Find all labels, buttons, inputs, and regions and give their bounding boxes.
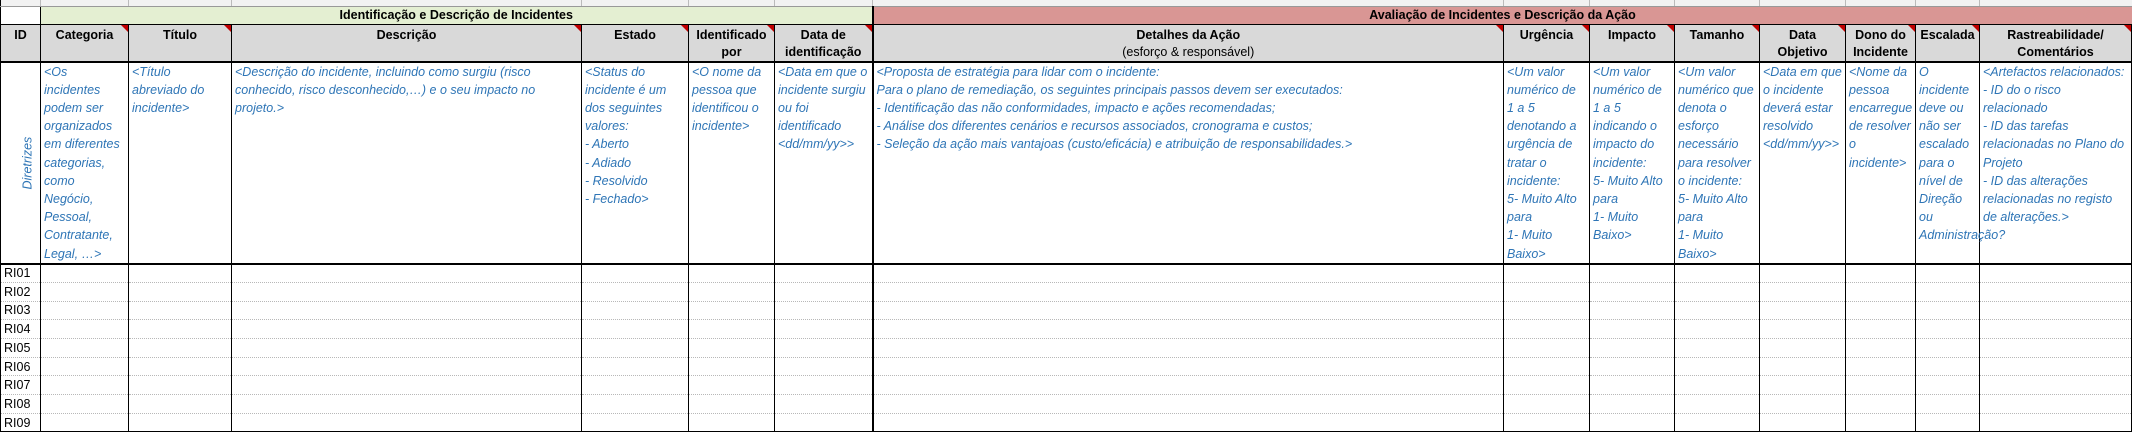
data-rows [1, 264, 2132, 432]
header-id[interactable]: ID [1, 24, 41, 62]
data-cell[interactable] [873, 301, 1504, 320]
data-cell[interactable] [873, 376, 1504, 395]
row-id-cell[interactable]: RI08 [1, 395, 41, 414]
data-cell[interactable] [41, 376, 129, 395]
data-cell[interactable] [873, 338, 1504, 357]
header-rastreabilidade[interactable]: Rastreabilidade/ Comentários [1980, 24, 2132, 62]
data-cell[interactable] [1916, 357, 1980, 376]
header-categoria[interactable]: Categoria [41, 24, 129, 62]
data-cell[interactable] [41, 282, 129, 301]
data-cell[interactable] [1846, 395, 1916, 414]
guidelines-label-cell[interactable] [1, 62, 41, 264]
guideline-estado[interactable]: <Status do incidente é um dos seguintes valores: - Aberto - Adiado - Resolvido - Fechado> [582, 62, 689, 264]
data-cell[interactable] [775, 357, 873, 376]
data-cell[interactable] [1590, 357, 1675, 376]
guideline-dono-incidente[interactable]: <Nome da pessoa encarregue de resolver o incidente> [1846, 62, 1916, 264]
data-cell[interactable] [873, 264, 1504, 283]
data-cell[interactable] [232, 264, 582, 283]
data-cell[interactable] [129, 320, 232, 339]
data-cell[interactable] [1846, 264, 1916, 283]
data-cell[interactable] [1916, 413, 1980, 432]
row-id-cell[interactable]: RI02 [1, 282, 41, 301]
data-cell[interactable] [1760, 264, 1846, 283]
guideline-rastreabilidade[interactable]: <Artefactos relacionados: - ID do o risco relacionado - ID das tarefas relacionadas no Plano do Projeto - ID das alterações relacionadas no registo de alterações.> [1980, 62, 2132, 264]
guidelines-row [1, 62, 2132, 264]
data-cell[interactable] [1760, 357, 1846, 376]
row-id-cell[interactable]: RI03 [1, 301, 41, 320]
guidelines-label: Diretrizes [20, 136, 35, 190]
data-cell[interactable] [1980, 338, 2132, 357]
data-cell[interactable] [129, 376, 232, 395]
data-cell[interactable] [873, 395, 1504, 414]
data-cell[interactable] [1846, 357, 1916, 376]
data-cell[interactable] [1504, 376, 1590, 395]
data-cell[interactable] [775, 264, 873, 283]
table-row [1, 320, 2132, 339]
table-row [1, 395, 2132, 414]
data-cell[interactable] [1590, 320, 1675, 339]
row-id-cell[interactable]: RI05 [1, 338, 41, 357]
data-cell[interactable] [129, 338, 232, 357]
data-cell[interactable] [1590, 413, 1675, 432]
section-identification[interactable]: Identificação e Descrição de Incidentes [41, 6, 873, 24]
table-row [1, 282, 2132, 301]
section-evaluation[interactable]: Avaliação de Incidentes e Descrição da Ação [873, 6, 2132, 24]
guideline-descricao[interactable]: <Descrição do incidente, incluindo como surgiu (risco conhecido, risco desconhecido,…) e o seu impacto no projeto.> [232, 62, 582, 264]
table-row [1, 413, 2132, 432]
data-cell[interactable] [232, 320, 582, 339]
data-cell[interactable] [232, 376, 582, 395]
header-identificado-por[interactable]: Identificado por [689, 24, 775, 62]
data-cell[interactable] [775, 320, 873, 339]
data-cell[interactable] [1760, 376, 1846, 395]
header-detalhes-subtitle: (esforço & responsável) [1122, 44, 1255, 59]
table-row [1, 357, 2132, 376]
data-cell[interactable] [1760, 338, 1846, 357]
data-cell[interactable] [129, 413, 232, 432]
data-cell[interactable] [1760, 413, 1846, 432]
data-cell[interactable] [1916, 301, 1980, 320]
data-cell[interactable] [1590, 395, 1675, 414]
guideline-data-objetivo[interactable]: <Data em que o incidente deverá estar resolvido <dd/mm/yy>> [1760, 62, 1846, 264]
data-cell[interactable] [1504, 264, 1590, 283]
data-cell[interactable] [582, 320, 689, 339]
data-cell[interactable] [775, 395, 873, 414]
row-id-cell[interactable]: RI07 [1, 376, 41, 395]
data-cell[interactable] [1760, 320, 1846, 339]
data-cell[interactable] [582, 264, 689, 283]
row-id-cell[interactable]: RI09 [1, 413, 41, 432]
data-cell[interactable] [775, 301, 873, 320]
data-cell[interactable] [232, 338, 582, 357]
header-detalhes-acao[interactable] [873, 24, 1504, 62]
header-descricao[interactable]: Descrição [232, 24, 582, 62]
data-cell[interactable] [1675, 413, 1760, 432]
guideline-urgencia[interactable]: <Um valor numérico de 1 a 5 denotando a urgência de tratar o incidente: 5- Muito Alto para 1- Muito Baixo> [1504, 62, 1590, 264]
data-cell[interactable] [1980, 376, 2132, 395]
row-id-cell[interactable]: RI06 [1, 357, 41, 376]
data-cell[interactable] [873, 413, 1504, 432]
table-row [1, 376, 2132, 395]
data-cell[interactable] [41, 320, 129, 339]
data-cell[interactable] [1504, 413, 1590, 432]
data-cell[interactable] [1916, 264, 1980, 283]
guideline-tamanho[interactable]: <Um valor numérico que denota o esforço necessário para resolver o incidente: 5- Muito Alto para 1- Muito Baixo> [1675, 62, 1760, 264]
section-header-row [1, 6, 2132, 24]
data-cell[interactable] [1916, 282, 1980, 301]
data-cell[interactable] [582, 376, 689, 395]
data-cell[interactable] [1846, 338, 1916, 357]
guideline-escalada[interactable]: O incidente deve ou não ser escalado para o nível de Direção ou Administração? [1916, 62, 1980, 264]
header-escalada[interactable]: Escalada [1916, 24, 1980, 62]
header-detalhes-title: Detalhes da Ação [1136, 27, 1241, 42]
data-cell[interactable] [1675, 282, 1760, 301]
data-cell[interactable] [1760, 395, 1846, 414]
data-cell[interactable] [1846, 413, 1916, 432]
data-cell[interactable] [1980, 413, 2132, 432]
data-cell[interactable] [689, 264, 775, 283]
data-cell[interactable] [1916, 338, 1980, 357]
data-cell[interactable] [129, 282, 232, 301]
header-dono-incidente[interactable]: Dono do Incidente [1846, 24, 1916, 62]
data-cell[interactable] [582, 357, 689, 376]
data-cell[interactable] [1980, 395, 2132, 414]
data-cell[interactable] [1916, 320, 1980, 339]
data-cell[interactable] [1675, 376, 1760, 395]
header-estado[interactable]: Estado [582, 24, 689, 62]
data-cell[interactable] [1504, 395, 1590, 414]
header-titulo[interactable]: Título [129, 24, 232, 62]
data-cell[interactable] [689, 282, 775, 301]
header-data-identificacao[interactable]: Data de identificação [775, 24, 873, 62]
data-cell[interactable] [1675, 338, 1760, 357]
data-cell[interactable] [129, 357, 232, 376]
data-cell[interactable] [1675, 395, 1760, 414]
data-cell[interactable] [1675, 320, 1760, 339]
data-cell[interactable] [1590, 376, 1675, 395]
data-cell[interactable] [1916, 376, 1980, 395]
data-cell[interactable] [1980, 282, 2132, 301]
data-cell[interactable] [582, 301, 689, 320]
data-cell[interactable] [232, 301, 582, 320]
data-cell[interactable] [1916, 395, 1980, 414]
data-cell[interactable] [1504, 338, 1590, 357]
column-header-row [1, 24, 2132, 62]
header-data-objetivo[interactable]: Data Objetivo [1760, 24, 1846, 62]
data-cell[interactable] [689, 301, 775, 320]
data-cell[interactable] [41, 413, 129, 432]
data-cell[interactable] [1675, 301, 1760, 320]
data-cell[interactable] [689, 395, 775, 414]
data-cell[interactable] [41, 395, 129, 414]
row-id-cell[interactable]: RI01 [1, 264, 41, 283]
data-cell[interactable] [41, 264, 129, 283]
data-cell[interactable] [1760, 282, 1846, 301]
header-impacto[interactable]: Impacto [1590, 24, 1675, 62]
table-row [1, 264, 2132, 283]
data-cell[interactable] [232, 282, 582, 301]
header-urgencia[interactable]: Urgência [1504, 24, 1590, 62]
data-cell[interactable] [689, 320, 775, 339]
data-cell[interactable] [1980, 264, 2132, 283]
data-cell[interactable] [873, 282, 1504, 301]
row-id-cell[interactable]: RI04 [1, 320, 41, 339]
data-cell[interactable] [41, 301, 129, 320]
data-cell[interactable] [689, 357, 775, 376]
guideline-detalhes-acao[interactable]: <Proposta de estratégia para lidar com o incidente: Para o plano de remediação, os seguintes principais passos devem ser executados: - Identificação das não conformidades, impacto e ações recomendadas; - Análise dos diferentes cenários e recursos associados, cronograma e custos; - Seleção da ação mais vantajoas (custo/eficácia) e atribuição de responsabilidades.> [873, 62, 1504, 264]
guideline-impacto[interactable]: <Um valor numérico de 1 a 5 indicando o impacto do incidente: 5- Muito Alto para 1- Muito Baixo> [1590, 62, 1675, 264]
data-cell[interactable] [41, 357, 129, 376]
guideline-titulo[interactable]: <Título abreviado do incidente> [129, 62, 232, 264]
data-cell[interactable] [1675, 357, 1760, 376]
data-cell[interactable] [1980, 320, 2132, 339]
data-cell[interactable] [1590, 301, 1675, 320]
data-cell[interactable] [41, 338, 129, 357]
table-row [1, 338, 2132, 357]
data-cell[interactable] [1675, 264, 1760, 283]
guideline-categoria[interactable]: <Os incidentes podem ser organizados em diferentes categorias, como Negócio, Pessoal, Contratante, Legal, …> [41, 62, 129, 264]
data-cell[interactable] [582, 338, 689, 357]
data-cell[interactable] [582, 282, 689, 301]
guideline-data-identificacao[interactable]: <Data em que o incidente surgiu ou foi identificado <dd/mm/yy>> [775, 62, 873, 264]
header-tamanho[interactable]: Tamanho [1675, 24, 1760, 62]
data-cell[interactable] [1504, 357, 1590, 376]
data-cell[interactable] [1846, 376, 1916, 395]
data-cell[interactable] [129, 264, 232, 283]
data-cell[interactable] [1504, 301, 1590, 320]
data-cell[interactable] [1504, 282, 1590, 301]
data-cell[interactable] [873, 357, 1504, 376]
data-cell[interactable] [232, 357, 582, 376]
data-cell[interactable] [775, 338, 873, 357]
data-cell[interactable] [775, 282, 873, 301]
data-cell[interactable] [582, 395, 689, 414]
data-cell[interactable] [1590, 338, 1675, 357]
data-cell[interactable] [1760, 301, 1846, 320]
guideline-identificado-por[interactable]: <O nome da pessoa que identificou o incidente> [689, 62, 775, 264]
data-cell[interactable] [1980, 357, 2132, 376]
data-cell[interactable] [1846, 320, 1916, 339]
data-cell[interactable] [1504, 320, 1590, 339]
data-cell[interactable] [129, 301, 232, 320]
table-row [1, 301, 2132, 320]
data-cell[interactable] [689, 376, 775, 395]
data-cell[interactable] [689, 338, 775, 357]
data-cell[interactable] [1846, 301, 1916, 320]
data-cell[interactable] [232, 395, 582, 414]
data-cell[interactable] [232, 413, 582, 432]
data-cell[interactable] [775, 413, 873, 432]
data-cell[interactable] [1590, 282, 1675, 301]
data-cell[interactable] [1980, 301, 2132, 320]
data-cell[interactable] [873, 320, 1504, 339]
data-cell[interactable] [129, 395, 232, 414]
data-cell[interactable] [1590, 264, 1675, 283]
data-cell[interactable] [775, 376, 873, 395]
data-cell[interactable] [1846, 282, 1916, 301]
section-blank [1, 6, 41, 24]
data-cell[interactable] [582, 413, 689, 432]
data-cell[interactable] [689, 413, 775, 432]
